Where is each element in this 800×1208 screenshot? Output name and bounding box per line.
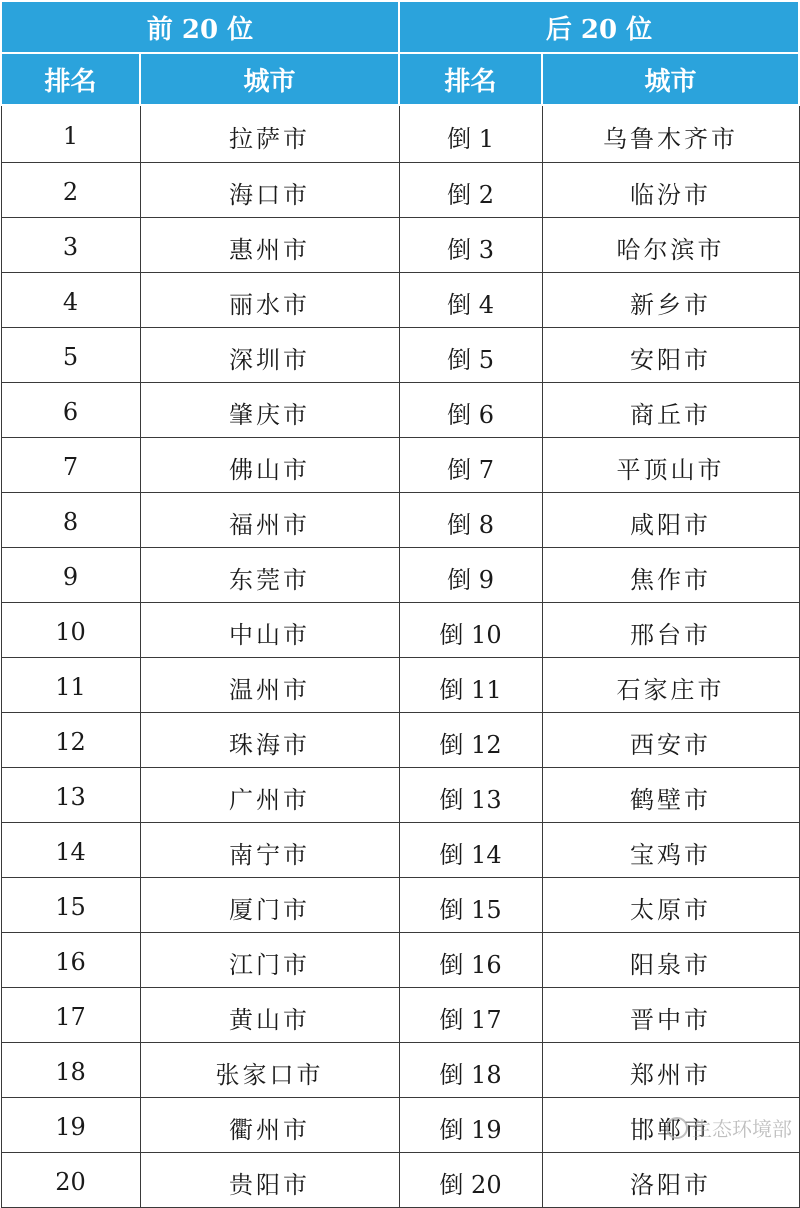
bottom-rank-cell: 倒 3 xyxy=(399,218,542,273)
group-header-row xyxy=(1,1,799,53)
table-row xyxy=(1,603,799,658)
bottom-city-cell: 商丘市 xyxy=(542,383,799,438)
table-row xyxy=(1,713,799,768)
bottom-rank-cell: 倒 12 xyxy=(399,713,542,768)
top-city-cell: 广州市 xyxy=(140,768,399,823)
bottom-rank-cell: 倒 8 xyxy=(399,493,542,548)
bottom-city-cell: 平顶山市 xyxy=(542,438,799,493)
top-rank-cell: 17 xyxy=(1,988,140,1043)
bottom-city-cell: 宝鸡市 xyxy=(542,823,799,878)
bottom-rank-cell: 倒 2 xyxy=(399,163,542,218)
top-city-cell: 肇庆市 xyxy=(140,383,399,438)
top-rank-cell: 12 xyxy=(1,713,140,768)
top-city-cell: 中山市 xyxy=(140,603,399,658)
bottom-city-cell: 西安市 xyxy=(542,713,799,768)
top-rank-cell: 9 xyxy=(1,548,140,603)
bottom-rank-cell: 倒 18 xyxy=(399,1043,542,1098)
bottom-city-cell: 洛阳市 xyxy=(542,1153,799,1208)
top-rank-cell: 18 xyxy=(1,1043,140,1098)
top-rank-cell: 2 xyxy=(1,163,140,218)
table-row xyxy=(1,493,799,548)
top-20-header: 前 20 位 xyxy=(1,1,399,53)
table-row xyxy=(1,933,799,988)
bottom-rank-cell: 倒 10 xyxy=(399,603,542,658)
bottom-city-cell: 阳泉市 xyxy=(542,933,799,988)
bottom-rank-cell: 倒 13 xyxy=(399,768,542,823)
city-column-header: 城市 xyxy=(542,53,799,105)
top-city-cell: 珠海市 xyxy=(140,713,399,768)
top-rank-cell: 7 xyxy=(1,438,140,493)
bottom-city-cell: 咸阳市 xyxy=(542,493,799,548)
table-row xyxy=(1,273,799,328)
watermark xyxy=(666,1113,792,1142)
bottom-city-cell: 焦作市 xyxy=(542,548,799,603)
bottom-city-cell: 新乡市 xyxy=(542,273,799,328)
top-city-cell: 张家口市 xyxy=(140,1043,399,1098)
table-row xyxy=(1,768,799,823)
table-body xyxy=(1,105,799,1208)
table-row xyxy=(1,218,799,273)
bottom-city-cell: 乌鲁木齐市 xyxy=(542,105,799,163)
top-rank-cell: 8 xyxy=(1,493,140,548)
rank-column-header: 排名 xyxy=(399,53,542,105)
table-row xyxy=(1,383,799,438)
table-row xyxy=(1,1153,799,1208)
top-city-cell: 惠州市 xyxy=(140,218,399,273)
top-rank-cell: 3 xyxy=(1,218,140,273)
top-rank-cell: 4 xyxy=(1,273,140,328)
table-row xyxy=(1,823,799,878)
bottom-city-cell: 邯郸市 xyxy=(542,1098,799,1153)
rank-column-header: 排名 xyxy=(1,53,140,105)
bottom-city-cell: 临汾市 xyxy=(542,163,799,218)
top-city-cell: 衢州市 xyxy=(140,1098,399,1153)
table-row xyxy=(1,438,799,493)
top-rank-cell: 1 xyxy=(1,105,140,163)
bottom-rank-cell: 倒 16 xyxy=(399,933,542,988)
bottom-rank-cell: 倒 1 xyxy=(399,105,542,163)
city-column-header: 城市 xyxy=(140,53,399,105)
table-row xyxy=(1,548,799,603)
bottom-rank-cell: 倒 14 xyxy=(399,823,542,878)
top-city-cell: 深圳市 xyxy=(140,328,399,383)
top-city-cell: 江门市 xyxy=(140,933,399,988)
table-row xyxy=(1,328,799,383)
bottom-rank-cell: 倒 4 xyxy=(399,273,542,328)
top-rank-cell: 16 xyxy=(1,933,140,988)
bottom-city-cell: 石家庄市 xyxy=(542,658,799,713)
bottom-city-cell: 哈尔滨市 xyxy=(542,218,799,273)
top-city-cell: 拉萨市 xyxy=(140,105,399,163)
bottom-rank-cell: 倒 11 xyxy=(399,658,542,713)
bottom-rank-cell: 倒 6 xyxy=(399,383,542,438)
top-rank-cell: 14 xyxy=(1,823,140,878)
top-rank-cell: 6 xyxy=(1,383,140,438)
bottom-city-cell: 邢台市 xyxy=(542,603,799,658)
top-rank-cell: 5 xyxy=(1,328,140,383)
bottom-city-cell: 安阳市 xyxy=(542,328,799,383)
table-row xyxy=(1,988,799,1043)
bottom-city-cell: 鹤壁市 xyxy=(542,768,799,823)
top-city-cell: 丽水市 xyxy=(140,273,399,328)
table-row xyxy=(1,878,799,933)
top-rank-cell: 10 xyxy=(1,603,140,658)
watermark-text: 生态环境部 xyxy=(692,1117,792,1141)
top-city-cell: 佛山市 xyxy=(140,438,399,493)
column-header-row xyxy=(1,53,799,105)
table-row xyxy=(1,658,799,713)
bottom-rank-cell: 倒 5 xyxy=(399,328,542,383)
top-city-cell: 黄山市 xyxy=(140,988,399,1043)
bottom-rank-cell: 倒 20 xyxy=(399,1153,542,1208)
top-rank-cell: 15 xyxy=(1,878,140,933)
top-city-cell: 福州市 xyxy=(140,493,399,548)
top-rank-cell: 20 xyxy=(1,1153,140,1208)
bottom-rank-cell: 倒 19 xyxy=(399,1098,542,1153)
top-rank-cell: 11 xyxy=(1,658,140,713)
top-city-cell: 南宁市 xyxy=(140,823,399,878)
table-row xyxy=(1,105,799,163)
top-rank-cell: 13 xyxy=(1,768,140,823)
top-city-cell: 贵阳市 xyxy=(140,1153,399,1208)
bottom-city-cell: 晋中市 xyxy=(542,988,799,1043)
top-rank-cell: 19 xyxy=(1,1098,140,1153)
bottom-rank-cell: 倒 15 xyxy=(399,878,542,933)
top-city-cell: 海口市 xyxy=(140,163,399,218)
bottom-rank-cell: 倒 7 xyxy=(399,438,542,493)
bottom-20-header: 后 20 位 xyxy=(399,1,799,53)
top-city-cell: 东莞市 xyxy=(140,548,399,603)
top-city-cell: 厦门市 xyxy=(140,878,399,933)
bottom-rank-cell: 倒 17 xyxy=(399,988,542,1043)
circle-logo-icon xyxy=(666,1117,688,1139)
table-header xyxy=(1,1,799,105)
bottom-city-cell: 郑州市 xyxy=(542,1043,799,1098)
table-row xyxy=(1,163,799,218)
top-city-cell: 温州市 xyxy=(140,658,399,713)
bottom-rank-cell: 倒 9 xyxy=(399,548,542,603)
table-row xyxy=(1,1043,799,1098)
bottom-city-cell: 太原市 xyxy=(542,878,799,933)
